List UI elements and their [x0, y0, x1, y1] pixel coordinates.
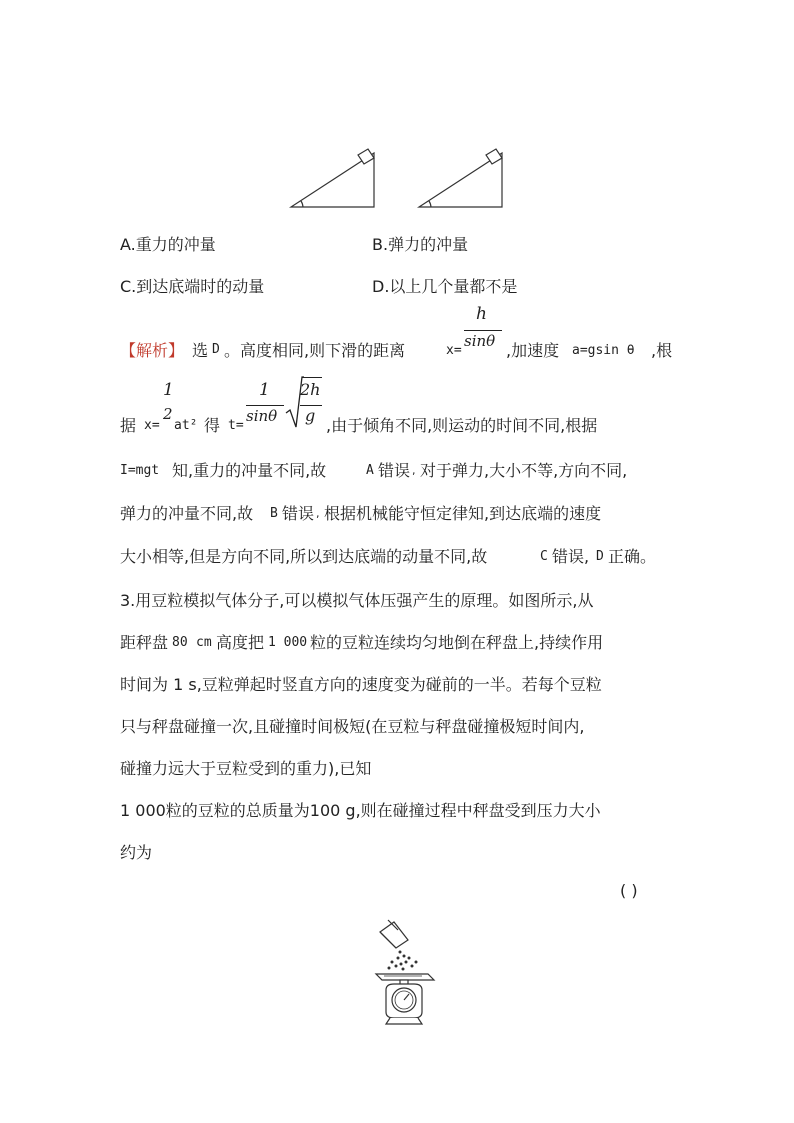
question-text: 碰撞力远大于豆粒受到的重力),已知 — [120, 759, 372, 778]
question-text: 1 000粒的豆粒的总质量为100 g,则在碰撞过程中秤盘受到压力大小 — [120, 801, 601, 820]
incline-figure — [0, 0, 794, 220]
half-numerator: 1 — [163, 380, 174, 400]
separator: , — [412, 464, 416, 477]
option-d[interactable]: D.以上几个量都不是 — [372, 277, 518, 296]
formula-impulse: I=mgt — [120, 463, 160, 478]
analysis-text: 错误 — [282, 504, 315, 523]
fraction-numerator: h — [476, 304, 487, 324]
analysis-text: ,根 — [651, 341, 673, 360]
fraction-bar — [464, 330, 502, 331]
count-value: 1 000 — [268, 635, 308, 650]
formula-accel: a=gsin θ — [572, 343, 635, 358]
analysis-text: 大小相等,但是方向不同,所以到达底端的动量不同,故 — [120, 547, 488, 566]
sqrt-numerator: 2h — [300, 380, 321, 399]
incline-right — [419, 149, 502, 207]
question-text: 只与秤盘碰撞一次,且碰撞时间极短(在豆粒与秤盘碰撞极短时间内, — [120, 717, 585, 736]
formula-x: x= — [144, 418, 160, 433]
analysis-text: 据 — [120, 416, 137, 435]
question-text: 粒的豆粒连续均匀地倒在秤盘上,持续作用 — [310, 633, 604, 652]
option-a[interactable]: A.重力的冲量 — [120, 235, 216, 254]
question-text: 3.用豆粒模拟气体分子,可以模拟气体压强产生的原理。如图所示,从 — [120, 591, 594, 610]
option-b[interactable]: B.弹力的冲量 — [372, 235, 469, 254]
option-ref: B — [270, 506, 278, 521]
analysis-text: 对于弹力,大小不等,方向不同, — [420, 461, 628, 480]
question-text: 时间为 1 s,豆粒弹起时竖直方向的速度变为碰前的一半。若每个豆粒 — [120, 675, 602, 694]
height-value: 80 — [172, 635, 188, 650]
formula-at2: at² — [174, 418, 198, 433]
sqrt-overline — [302, 377, 322, 378]
analysis-text: 得 — [204, 416, 221, 435]
answer-blank: ( ) — [620, 881, 638, 900]
option-ref: A — [366, 463, 374, 478]
option-c[interactable]: C.到达底端时的动量 — [120, 277, 265, 296]
analysis-tag: 【解析】 — [120, 341, 185, 360]
fraction-bar — [246, 405, 284, 406]
analysis-text: 错误, — [552, 547, 590, 566]
fraction-denominator: sinθ — [464, 332, 496, 350]
analysis-text: ,加速度 — [506, 341, 560, 360]
answer-choice: D — [212, 342, 220, 357]
formula-x: x= — [446, 343, 462, 358]
fraction-numerator: 1 — [259, 380, 270, 400]
sqrt-denominator: g — [305, 406, 316, 425]
analysis-text: 。高度相同,则下滑的距离 — [224, 341, 406, 360]
formula-t: t= — [228, 418, 244, 433]
separator: , — [316, 507, 320, 520]
analysis-text: 知,重力的冲量不同,故 — [172, 461, 327, 480]
incline-left — [291, 149, 374, 207]
analysis-text: 选 — [192, 341, 209, 360]
question-text: 距秤盘 — [120, 633, 169, 652]
half-denominator: 2 — [163, 405, 173, 423]
fraction-denominator: sinθ — [246, 407, 278, 425]
analysis-text: 根据机械能守恒定律知,到达底端的速度 — [324, 504, 602, 523]
height-unit: cm — [196, 635, 212, 650]
analysis-text: 正确。 — [608, 547, 657, 566]
scale-illustration — [372, 918, 452, 1028]
analysis-text: 错误 — [378, 461, 411, 480]
analysis-text: 弹力的冲量不同,故 — [120, 504, 254, 523]
option-ref: D — [596, 549, 604, 564]
analysis-text: ,由于倾角不同,则运动的时间不同,根据 — [326, 416, 598, 435]
option-ref: C — [540, 549, 548, 564]
question-text: 约为 — [120, 843, 153, 862]
question-text: 高度把 — [216, 633, 265, 652]
